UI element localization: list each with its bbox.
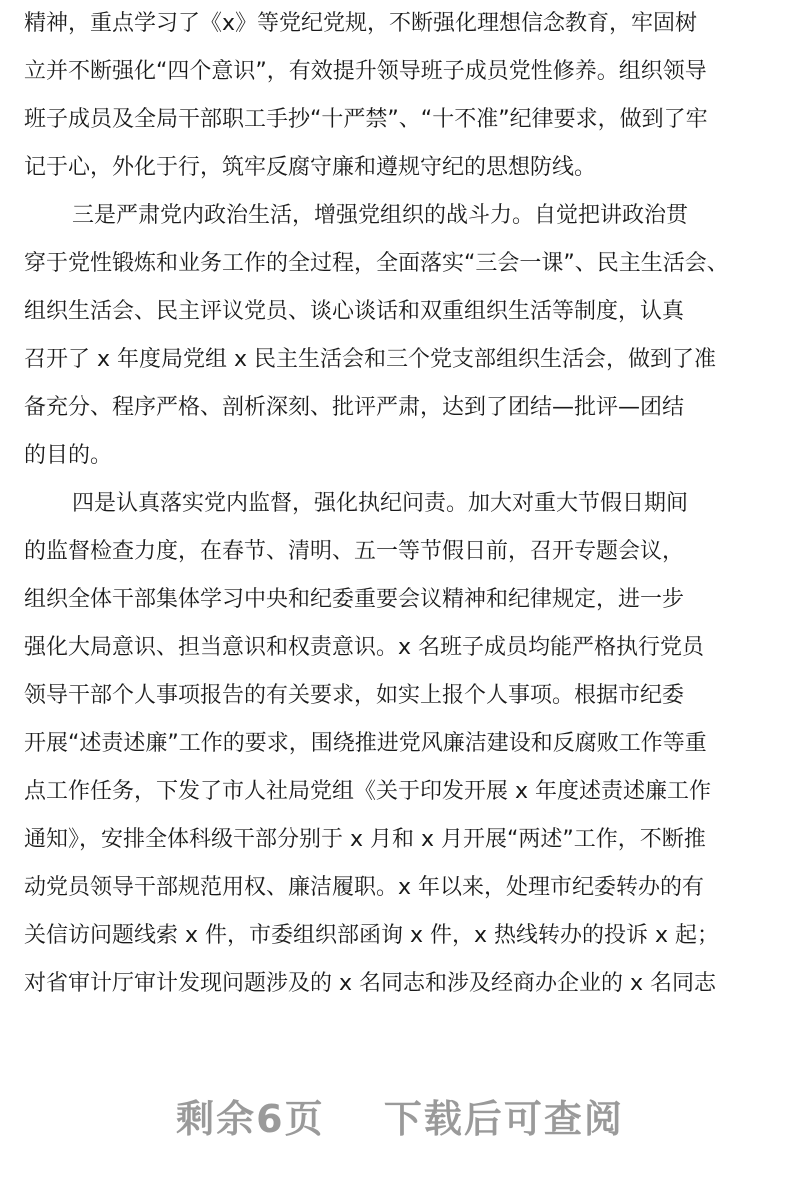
paragraph-3 [24, 480, 780, 1008]
text-line: 强化大局意识、担当意识和权责意识。x 名班子成员均能严格执行党员 [24, 635, 705, 660]
text-line: 组织全体干部集体学习中央和纪委重要会议精神和纪律规定，进一步 [24, 587, 685, 612]
text-line: 精神，重点学习了《x》等党纪党规，不断强化理想信念教育，牢固树 [24, 11, 698, 36]
text-line: 召开了 x 年度局党组 x 民主生活会和三个党支部组织生活会，做到了准 [24, 347, 717, 372]
text-line: 动党员领导干部规范用权、廉洁履职。x 年以来，处理市纪委转办的有 [24, 875, 705, 900]
text-line: 备充分、程序严格、剖析深刻、批评严肃，达到了团结—批评—团结 [24, 395, 685, 420]
text-line: 通知》，安排全体科级干部分别于 x 月和 x 月开展“两述”工作，不断推 [24, 827, 706, 852]
text-line: 领导干部个人事项报告的有关要求，如实上报个人事项。根据市纪委 [24, 683, 685, 708]
text-line: 开展“述责述廉”工作的要求，围绕推进党风廉洁建设和反腐败工作等重 [24, 731, 707, 756]
text-line: 四是认真落实党内监督，强化执纪问责。加大对重大节假日期间 [72, 491, 689, 516]
text-line: 组织生活会、民主评议党员、谈心谈话和双重组织生活等制度，认真 [24, 299, 685, 324]
text-line: 对省审计厅审计发现问题涉及的 x 名同志和涉及经商办企业的 x 名同志 [24, 971, 717, 996]
remaining-pages-label: 剩余6页 [176, 1097, 325, 1141]
text-line: 记于心，外化于行，筑牢反腐守廉和遵规守纪的思想防线。 [24, 155, 597, 180]
text-line: 班子成员及全局干部职工手抄“十严禁”、“十不准”纪律要求，做到了牢 [24, 107, 708, 132]
text-line: 的目的。 [24, 443, 113, 468]
paragraph-2 [24, 192, 780, 480]
text-line: 关信访问题线索 x 件，市委组织部函询 x 件，x 热线转办的投诉 x 起； [24, 923, 720, 948]
text-line: 的监督检查力度，在春节、清明、五一等节假日前，召开专题会议， [24, 539, 685, 564]
paragraph-1 [24, 0, 780, 192]
text-line: 点工作任务，下发了市人社局党组《关于印发开展 x 年度述责述廉工作 [24, 779, 712, 804]
text-line: 三是严肃党内政治生活，增强党组织的战斗力。自觉把讲政治贯 [72, 203, 689, 228]
download-prompt[interactable] [0, 1088, 800, 1143]
text-line: 穿于党性锻炼和业务工作的全过程，全面落实“三会一课”、民主生活会、 [24, 251, 729, 276]
text-line: 立并不断强化“四个意识”，有效提升领导班子成员党性修养。组织领导 [24, 59, 707, 84]
download-to-view-label: 下载后可查阅 [383, 1097, 624, 1141]
document-body [24, 0, 780, 1008]
